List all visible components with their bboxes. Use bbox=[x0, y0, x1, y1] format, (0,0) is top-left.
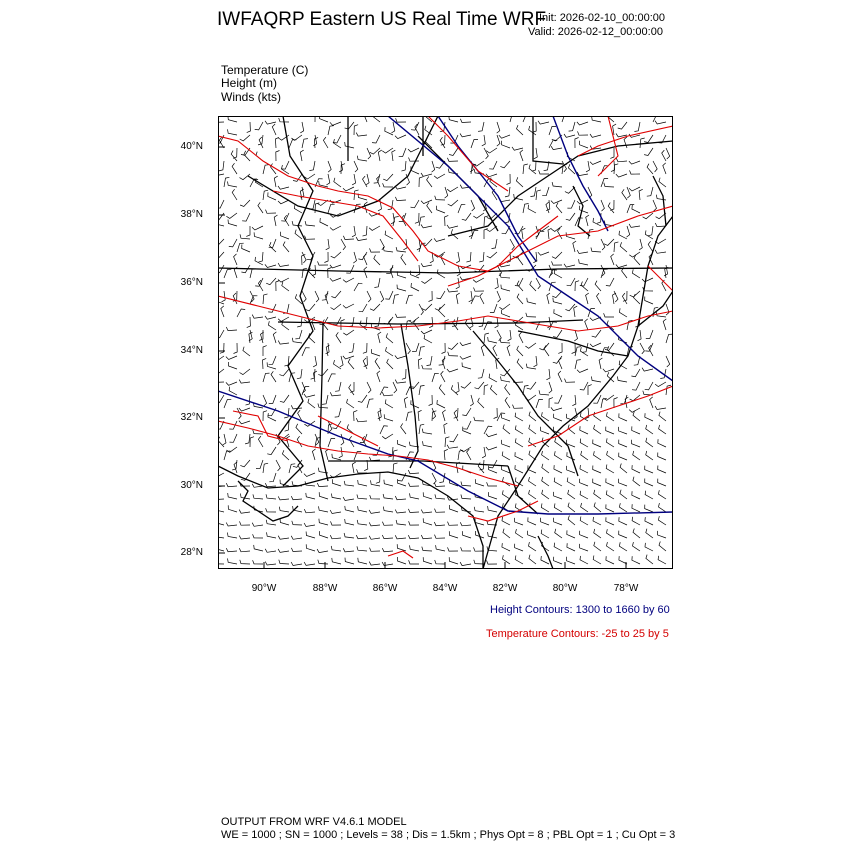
lon-label: 80°W bbox=[552, 583, 578, 594]
lon-label: 78°W bbox=[613, 583, 639, 594]
model-info-line1: OUTPUT FROM WRF V4.6.1 MODEL bbox=[221, 816, 407, 828]
lat-label: 36°N bbox=[180, 277, 203, 288]
map-panel bbox=[218, 116, 673, 569]
variable-winds: Winds (kts) bbox=[221, 90, 281, 104]
lon-label: 88°W bbox=[312, 583, 338, 594]
variable-temperature: Temperature (C) bbox=[221, 63, 309, 77]
lat-label: 32°N bbox=[180, 412, 203, 423]
plot-title: IWFAQRP Eastern US Real Time WRF bbox=[217, 9, 547, 30]
lon-label: 90°W bbox=[251, 583, 277, 594]
lon-label: 84°W bbox=[432, 583, 458, 594]
lon-label: 82°W bbox=[492, 583, 518, 594]
model-info-line2: WE = 1000 ; SN = 1000 ; Levels = 38 ; Dis = 1.5km ; Phys Opt = 8 ; PBL Opt = 1 ; Cu Opt = 3 bbox=[221, 829, 676, 841]
valid-time: Valid: 2026-02-12_00:00:00 bbox=[528, 26, 663, 38]
lat-label: 38°N bbox=[180, 209, 203, 220]
lat-label: 28°N bbox=[180, 547, 203, 558]
init-time: Init: 2026-02-10_00:00:00 bbox=[539, 12, 665, 24]
lat-label: 34°N bbox=[180, 345, 203, 356]
lat-label: 40°N bbox=[180, 141, 203, 152]
temperature-contour-legend: Temperature Contours: -25 to 25 by 5 bbox=[486, 628, 669, 640]
variable-height: Height (m) bbox=[221, 76, 278, 90]
height-contour-legend: Height Contours: 1300 to 1660 by 60 bbox=[490, 604, 670, 616]
lon-label: 86°W bbox=[372, 583, 398, 594]
lat-label: 30°N bbox=[180, 480, 203, 491]
